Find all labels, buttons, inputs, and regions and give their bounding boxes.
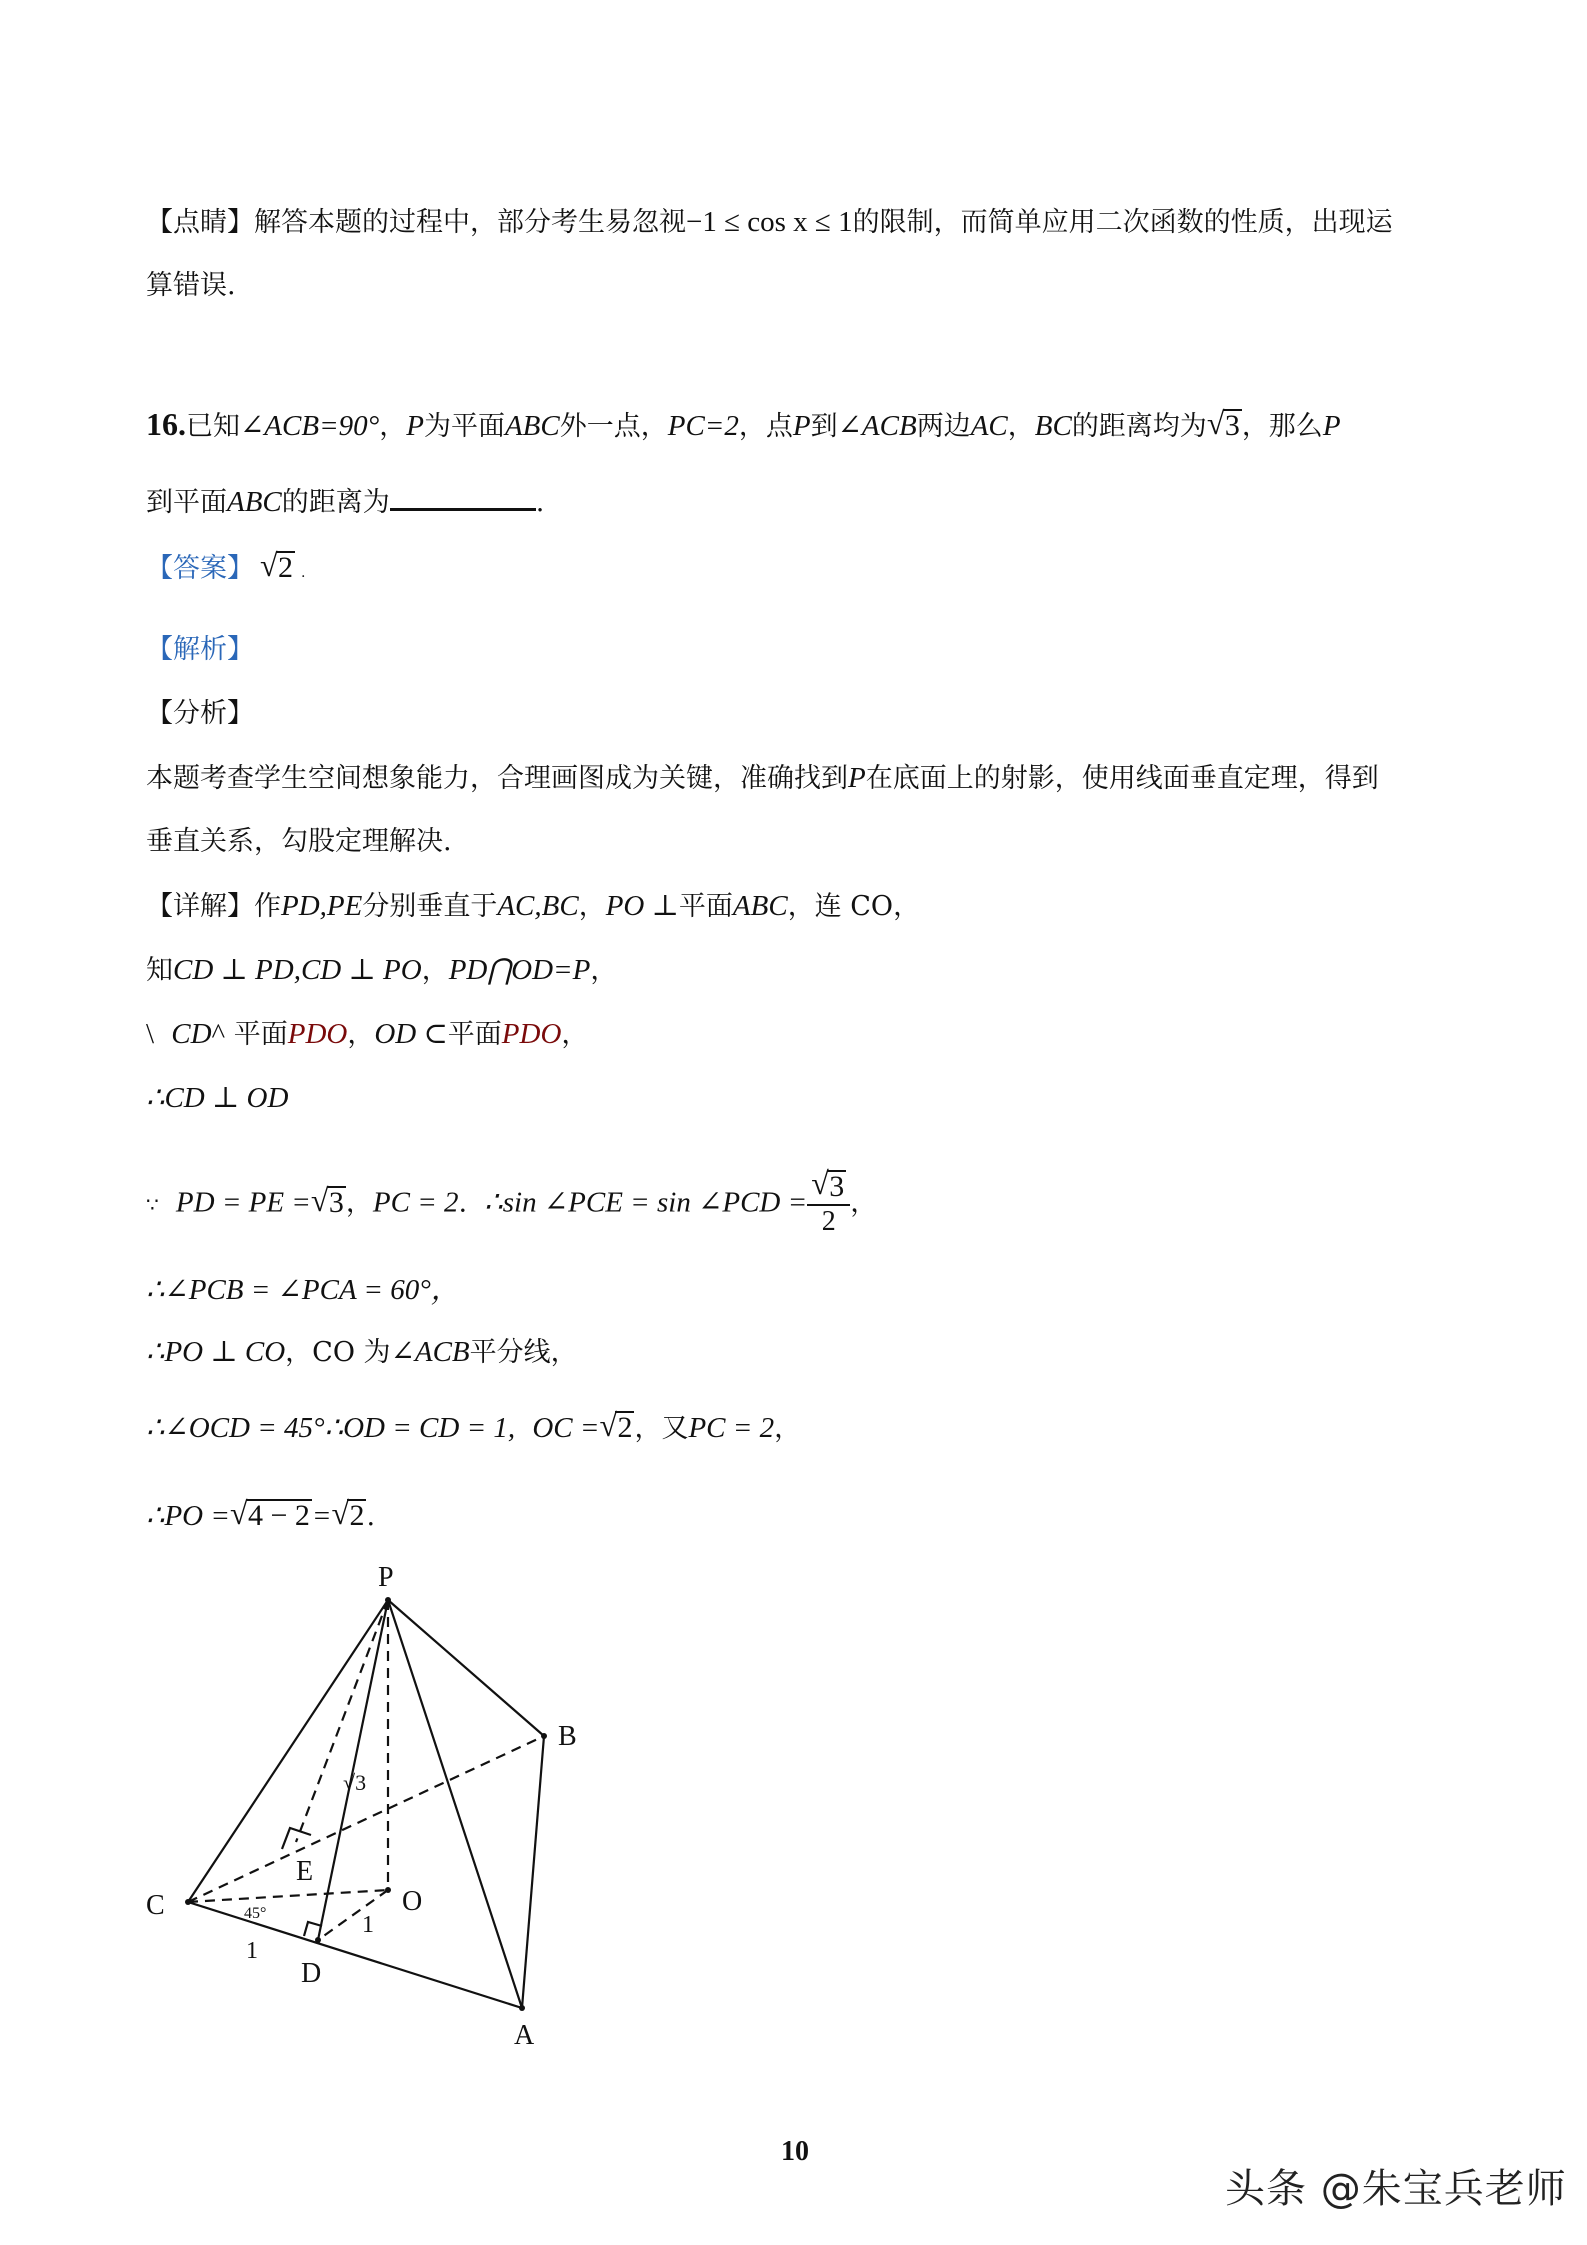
- point-O: [385, 1887, 391, 1893]
- answer-line: [146, 550, 305, 591]
- detail-sqrt: √ 2: [331, 1498, 366, 1534]
- detail-fraction: √ $\frac{3}{2}$: [807, 1170, 850, 1238]
- question-text: 已知: [186, 411, 240, 442]
- question-text: .: [535, 487, 545, 518]
- label-B: B: [558, 1721, 577, 1752]
- question-math: AC: [970, 410, 1008, 442]
- edge-PC: [188, 1600, 388, 1902]
- note-inequality: −1 ≤ cos x ≤ 1: [686, 206, 853, 238]
- detail-math: PD = PE =: [175, 1186, 311, 1219]
- note-line-1: [146, 204, 1393, 241]
- watermark: 头条 @朱宝兵老师: [1225, 2166, 1567, 2212]
- detail-text: ，: [590, 955, 618, 986]
- detail-text: ，: [578, 891, 606, 922]
- detail-math: PDO: [501, 1018, 562, 1050]
- edge-BA: [522, 1736, 544, 2008]
- edge-CB: [188, 1736, 544, 1902]
- detail-math: PO ⊥: [605, 890, 679, 922]
- detail-sqrt: √ 2: [599, 1410, 634, 1446]
- detail-text: 知: [146, 955, 173, 986]
- detail-math: =: [311, 1500, 332, 1532]
- detail-line-2: [146, 952, 617, 989]
- question-sqrt: √ 3: [1207, 408, 1242, 444]
- detail-line-7: [146, 1334, 578, 1371]
- detail-math: CD: [171, 1018, 212, 1050]
- question-text: 的距离为: [281, 487, 390, 518]
- answer-dot: .: [301, 565, 306, 581]
- fenxi-line-1: [146, 760, 1379, 797]
- detail-text: ^: [211, 1018, 226, 1050]
- question-text: 到: [810, 411, 838, 442]
- detail-math: ∴CD ⊥ OD: [146, 1082, 289, 1114]
- question-text: 外一点，: [559, 411, 668, 442]
- question-text: 到平面: [146, 487, 227, 518]
- detail-text: ，: [561, 1019, 589, 1050]
- detail-math: ABC: [732, 890, 788, 922]
- detail-text: .: [366, 1501, 376, 1532]
- detail-sqrt: √ 4 − 2: [230, 1498, 312, 1534]
- detail-sqrt: √ 3: [311, 1185, 346, 1221]
- detail-line-4: [146, 1080, 288, 1117]
- detail-math: CD ⊥ PD,CD ⊥ PO: [173, 954, 422, 986]
- answer-tag: 【答案】: [146, 553, 254, 584]
- question-math: ∠ACB=90°: [240, 410, 380, 442]
- detail-math: ∴PO ⊥ CO: [146, 1336, 286, 1368]
- detail-text: .: [458, 1187, 468, 1219]
- detail-math: ∴∠OCD = 45°: [146, 1412, 325, 1444]
- question-math: ABC: [504, 410, 560, 442]
- detail-text: \: [146, 1018, 155, 1050]
- detail-text: 平面: [678, 891, 733, 922]
- question-text: ，点: [738, 411, 793, 442]
- label-one-od: 1: [362, 1912, 374, 1938]
- detail-math: PDO: [287, 1018, 348, 1050]
- question-line-1: [146, 406, 1341, 445]
- page-number: 10: [781, 2136, 809, 2167]
- detail-line-3: [146, 1016, 588, 1053]
- question-math: BC: [1034, 410, 1072, 442]
- question-number: 16.: [146, 406, 186, 442]
- detail-math: ∴OD = CD = 1,: [324, 1412, 516, 1444]
- note-text-before: 解答本题的过程中，部分考生易忽视: [254, 207, 686, 238]
- detail-text: 平面: [447, 1019, 502, 1050]
- edge-PD: [318, 1600, 388, 1940]
- detail-text: ，: [345, 1187, 373, 1219]
- fenxi-math: P: [848, 762, 866, 794]
- label-sqrt3: √3: [343, 1770, 367, 1795]
- label-angle45: 45°: [244, 1905, 267, 1922]
- label-A: A: [514, 2020, 535, 2051]
- detail-text: ，: [347, 1019, 375, 1050]
- detail-text: ∵: [146, 1194, 159, 1217]
- detail-text: 平面: [233, 1019, 288, 1050]
- detail-line-1: [146, 888, 920, 925]
- edge-CO: [188, 1890, 388, 1902]
- label-P: P: [378, 1562, 394, 1593]
- detail-math: ∴∠PCB = ∠PCA = 60°，: [146, 1274, 460, 1306]
- question-text: ，那么: [1241, 411, 1323, 442]
- question-line-2: [146, 482, 544, 521]
- question-text: 两边: [916, 411, 971, 442]
- right-angle-D: [304, 1922, 322, 1936]
- detail-math: AC,BC: [497, 890, 579, 922]
- label-D: D: [301, 1958, 322, 1989]
- detail-text: ，连 CO，: [787, 891, 921, 922]
- detail-text: ，又: [634, 1413, 689, 1444]
- edge-PA: [388, 1600, 522, 2008]
- question-math: P: [406, 410, 424, 442]
- note-text-after: 的限制，而简单应用二次函数的性质，出现运: [852, 207, 1393, 238]
- detail-math: ∴sin ∠PCE = sin ∠PCD =: [484, 1186, 808, 1219]
- detail-text: ，: [774, 1413, 802, 1444]
- note-line-2: 算错误.: [146, 270, 236, 301]
- answer-blank: [390, 482, 536, 511]
- analysis-tag: 【解析】: [146, 634, 254, 665]
- edge-PE: [296, 1600, 388, 1842]
- point-D: [315, 1937, 321, 1943]
- detail-line-8: [146, 1410, 801, 1447]
- question-text: ，: [1007, 411, 1035, 442]
- detail-math: PC = 2: [688, 1412, 775, 1444]
- question-math: ∠ACB: [837, 410, 917, 442]
- edge-PB: [388, 1600, 544, 1736]
- question-math: P: [792, 410, 811, 442]
- point-B: [541, 1733, 547, 1739]
- detail-text: ，CO 为: [285, 1337, 391, 1368]
- detail-math: PD,PE: [281, 890, 363, 922]
- detail-math: OD ⊂: [374, 1018, 448, 1050]
- question-math: ABC: [227, 486, 282, 518]
- answer-sqrt: √ 2: [260, 550, 295, 586]
- detail-text: 作: [254, 891, 281, 922]
- fenxi-tag: 【分析】: [146, 698, 254, 729]
- detail-math: ∴PO =: [146, 1500, 230, 1532]
- point-C: [185, 1899, 191, 1905]
- label-E: E: [296, 1856, 314, 1887]
- fenxi-text: 本题考查学生空间想象能力，合理画图成为关键，准确找到: [146, 763, 848, 794]
- label-C: C: [146, 1890, 165, 1921]
- edge-OD: [318, 1890, 388, 1940]
- fenxi-text: 在底面上的射影，使用线面垂直定理，得到: [865, 763, 1379, 794]
- label-O: O: [402, 1886, 423, 1917]
- detail-text: ，: [421, 955, 449, 986]
- detail-line-9: [146, 1498, 375, 1535]
- edge-CA: [188, 1902, 522, 2008]
- detail-text: ，: [850, 1187, 878, 1219]
- question-math: P: [1322, 410, 1341, 442]
- point-A: [519, 2005, 525, 2011]
- point-P: [385, 1597, 391, 1603]
- right-angle-E: [282, 1828, 311, 1849]
- detail-text: 平分线，: [469, 1337, 578, 1368]
- note-tag: 【点睛】: [146, 207, 254, 238]
- fenxi-line-2: 垂直关系，勾股定理解决.: [146, 826, 452, 857]
- question-text: 为平面: [423, 411, 505, 442]
- detail-tag: 【详解】: [146, 891, 254, 922]
- question-text: 的距离均为: [1071, 411, 1207, 442]
- label-one-cd: 1: [246, 1938, 258, 1964]
- question-text: ，: [379, 411, 407, 442]
- detail-line-6: [146, 1272, 460, 1309]
- detail-line-5: [146, 1170, 877, 1238]
- detail-math: ∠ACB: [390, 1336, 470, 1368]
- detail-math: PC = 2: [372, 1186, 459, 1219]
- detail-math: PD⋂OD=P: [448, 954, 591, 986]
- question-math: PC=2: [667, 410, 739, 442]
- detail-math: OC =: [532, 1412, 600, 1444]
- detail-text: 分别垂直于: [362, 891, 498, 922]
